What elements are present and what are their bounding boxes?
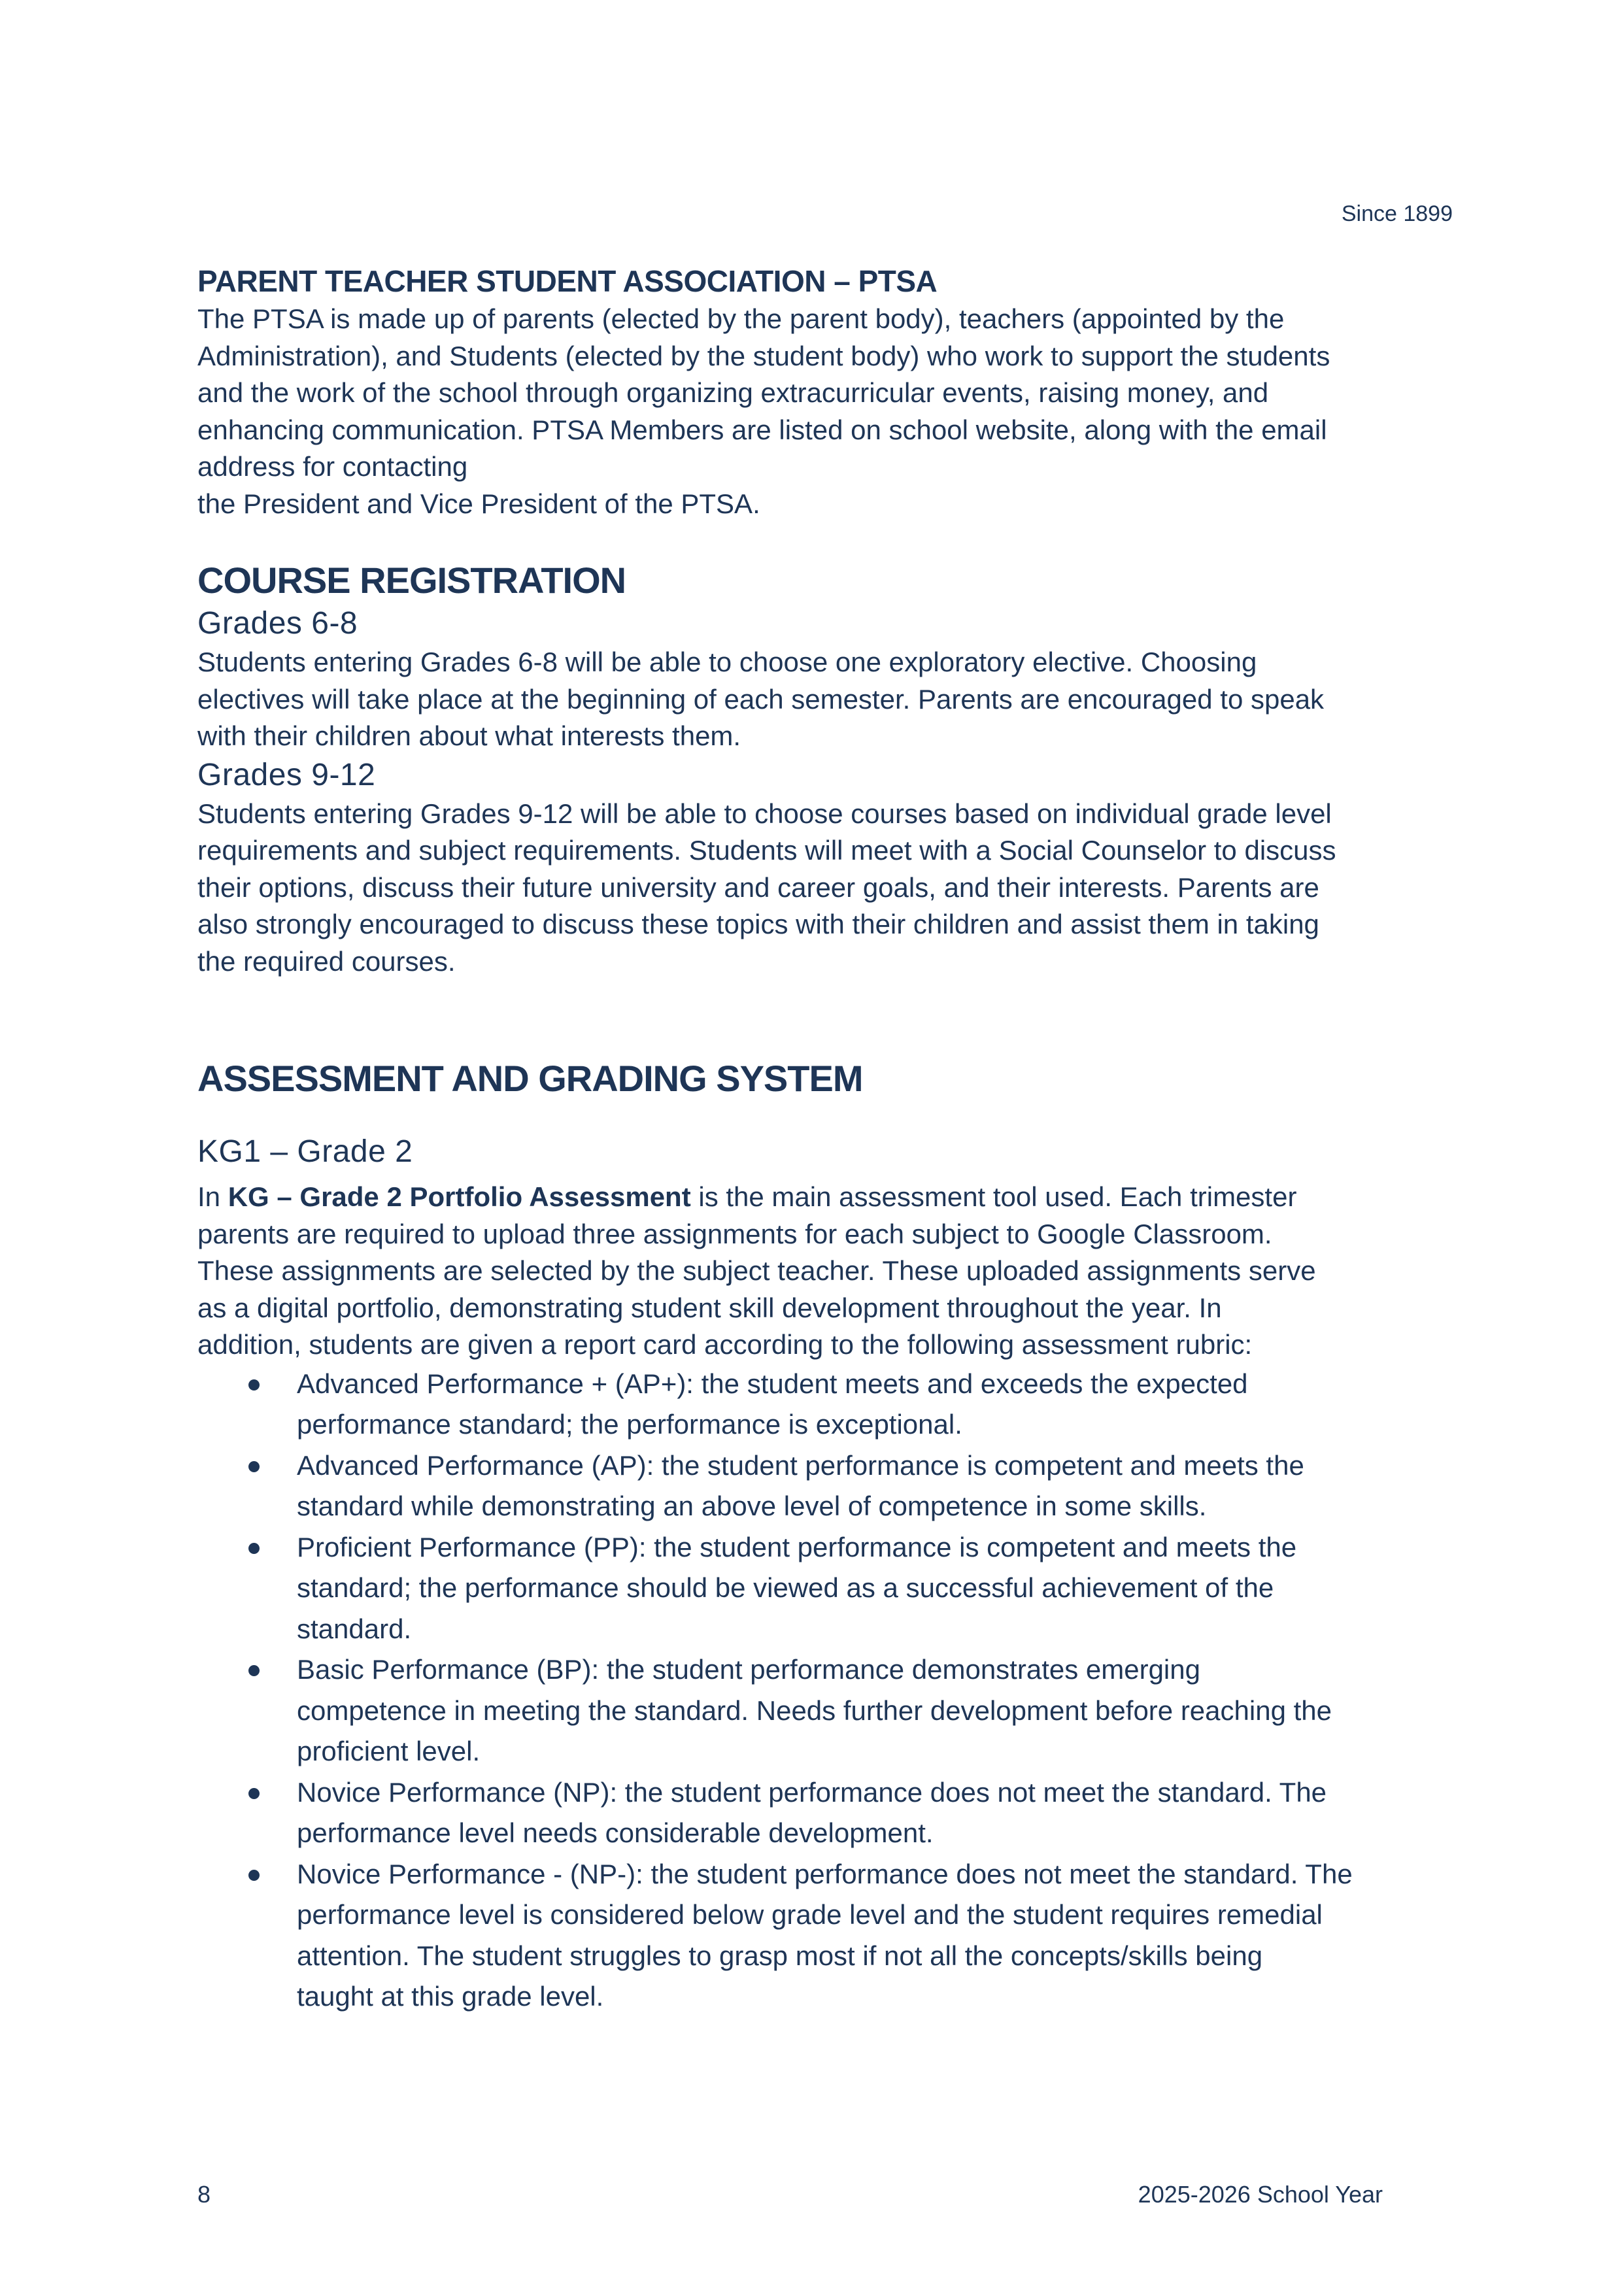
bullet-icon xyxy=(248,1665,260,1676)
header-since-text: Since 1899 xyxy=(1341,201,1453,226)
kg-grade-2-heading: KG1 – Grade 2 xyxy=(197,1134,413,1169)
rubric-item-np xyxy=(197,1772,1459,1854)
grades-9-12-paragraph xyxy=(197,796,1459,981)
bullet-icon xyxy=(248,1870,260,1881)
intro-line: addition, students are given a report card according to the following assessment rubric: xyxy=(197,1329,1253,1360)
intro-bold-term: KG – Grade 2 Portfolio Assessment xyxy=(228,1181,691,1212)
rubric-line: Basic Performance (BP): the student performance demonstrates emerging xyxy=(297,1654,1200,1685)
rubric-line: proficient level. xyxy=(297,1736,481,1766)
bullet-icon xyxy=(248,1379,260,1391)
rubric-line: performance standard; the performance is exceptional. xyxy=(297,1409,962,1440)
ptsa-line: The PTSA is made up of parents (elected by the parent body), teachers (appointed by the xyxy=(197,303,1285,334)
rubric-line: competence in meeting the standard. Needs further development before reaching the xyxy=(297,1695,1332,1726)
assessment-intro-paragraph xyxy=(197,1179,1459,1364)
assessment-heading: ASSESSMENT AND GRADING SYSTEM xyxy=(197,1058,863,1099)
rubric-item-pp xyxy=(197,1527,1459,1650)
rubric-line: Advanced Performance (AP): the student performance is competent and meets the xyxy=(297,1449,1304,1481)
ptsa-line: Administration), and Students (elected by the student body) who work to support the students xyxy=(197,340,1330,371)
rubric-item-ap-plus xyxy=(197,1364,1459,1445)
rubric-line: performance level needs considerable development. xyxy=(297,1817,934,1848)
rubric-line: standard; the performance should be viewed as a successful achievement of the xyxy=(297,1572,1274,1603)
ptsa-paragraph xyxy=(197,301,1459,522)
ptsa-line: and the work of the school through organizing extracurricular events, raising money, and xyxy=(197,377,1269,408)
grades-9-12-line: requirements and subject requirements. Students will meet with a Social Counselor to discuss xyxy=(197,835,1336,866)
ptsa-line: enhancing communication. PTSA Members are listed on school website, along with the email xyxy=(197,414,1327,445)
rubric-line: standard while demonstrating an above level of competence in some skills. xyxy=(297,1491,1207,1521)
bullet-icon xyxy=(248,1461,260,1472)
footer-school-year: 2025-2026 School Year xyxy=(1138,2181,1383,2208)
grades-9-12-line: their options, discuss their future university and career goals, and their interests. Parents are xyxy=(197,871,1319,903)
rubric-line: Novice Performance - (NP-): the student performance does not meet the standard. The xyxy=(297,1858,1353,1889)
intro-line: parents are required to upload three assignments for each subject to Google Classroom. xyxy=(197,1218,1272,1249)
grades-9-12-line: also strongly encouraged to discuss these topics with their children and assist them in taking xyxy=(197,909,1319,939)
intro-prefix: In xyxy=(197,1181,228,1212)
ptsa-line: the President and Vice President of the PTSA. xyxy=(197,488,760,519)
grades-6-8-line: Students entering Grades 6-8 will be able to choose one exploratory elective. Choosing xyxy=(197,647,1257,677)
rubric-item-ap xyxy=(197,1445,1459,1527)
grades-9-12-heading: Grades 9-12 xyxy=(197,757,376,792)
bullet-icon xyxy=(248,1543,260,1554)
footer-page-number: 8 xyxy=(197,2181,211,2208)
course-registration-heading: COURSE REGISTRATION xyxy=(197,560,626,601)
rubric-line: Proficient Performance (PP): the student performance is competent and meets the xyxy=(297,1531,1297,1562)
rubric-item-np-minus xyxy=(197,1854,1459,2017)
rubric-line: Advanced Performance + (AP+): the student meets and exceeds the expected xyxy=(297,1368,1248,1399)
intro-line: as a digital portfolio, demonstrating student skill development throughout the year. In xyxy=(197,1292,1222,1323)
intro-line: These assignments are selected by the subject teacher. These uploaded assignments serve xyxy=(197,1255,1316,1286)
rubric-line: performance level is considered below grade level and the student requires remedial xyxy=(297,1899,1323,1930)
bullet-icon xyxy=(248,1788,260,1799)
grades-6-8-line: with their children about what interests them. xyxy=(197,720,741,751)
page-content xyxy=(197,261,1459,2017)
ptsa-line: address for contacting xyxy=(197,451,468,482)
intro-first-line-rest: is the main assessment tool used. Each trimester xyxy=(690,1181,1297,1212)
grades-9-12-line: the required courses. xyxy=(197,945,456,977)
grades-6-8-paragraph xyxy=(197,644,1459,755)
rubric-line: taught at this grade level. xyxy=(297,1981,604,2012)
rubric-line: standard. xyxy=(297,1613,412,1644)
grades-9-12-line: Students entering Grades 9-12 will be able to choose courses based on individual grade level xyxy=(197,798,1332,829)
assessment-rubric-list xyxy=(197,1364,1459,2017)
ptsa-heading: PARENT TEACHER STUDENT ASSOCIATION – PTSA xyxy=(197,264,938,298)
rubric-line: Novice Performance (NP): the student performance does not meet the standard. The xyxy=(297,1776,1327,1808)
grades-6-8-heading: Grades 6-8 xyxy=(197,606,358,641)
rubric-item-bp xyxy=(197,1649,1459,1772)
rubric-line: attention. The student struggles to grasp most if not all the concepts/skills being xyxy=(297,1940,1263,1971)
grades-6-8-line: electives will take place at the beginning of each semester. Parents are encouraged to speak xyxy=(197,683,1325,715)
